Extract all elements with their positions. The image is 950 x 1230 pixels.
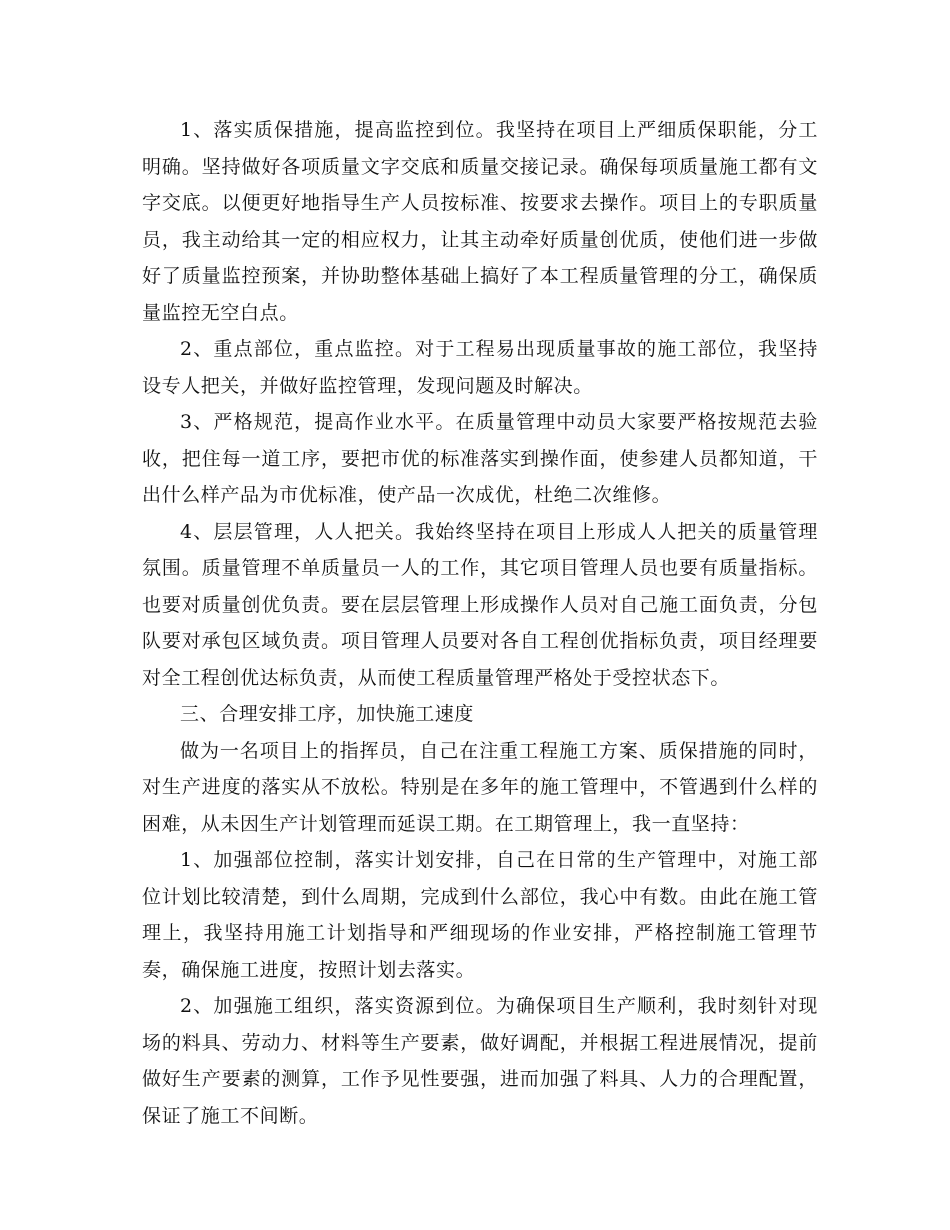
paragraph-6: 1、加强部位控制，落实计划安排，自己在日常的生产管理中，对施工部位计划比较清楚，到什么周期，完成到什么部位，我心中有数。由此在施工管理上，我坚持用施工计划指导和严细现场的作业安排，严格控制施工管理节奏，确保施工进度，按照计划去落实。 — [142, 849, 818, 981]
section-heading: 三、合理安排工序，加快施工速度 — [180, 703, 475, 725]
paragraph-3: 3、严格规范，提高作业水平。在质量管理中动员大家要严格按规范去验收，把住每一道工序，要把市优的标准落实到操作面，使参建人员都知道，干出什么样产品为市优标准，使产品一次成优，杜绝二次维修。 — [142, 411, 818, 506]
paragraph-7: 2、加强施工组织，落实资源到位。为确保项目生产顺利，我时刻针对现场的料具、劳动力、材料等生产要素，做好调配，并根据工程进展情况，提前做好生产要素的测算，工作予见性要强，进而加强了料具、人力的合理配置，保证了施工不间断。 — [142, 995, 818, 1127]
document-page — [142, 112, 818, 1134]
paragraph-4: 4、层层管理，人人把关。我始终坚持在项目上形成人人把关的质量管理氛围。质量管理不单质量员一人的工作，其它项目管理人员也要有质量指标。也要对质量创优负责。要在层层管理上形成操作人员对自己施工面负责，分包队要对承包区域负责。项目管理人员要对各自工程创优指标负责，项目经理要对全工程创优达标负责，从而使工程质量管理严格处于受控状态下。 — [142, 520, 818, 689]
paragraph-1: 1、落实质保措施，提高监控到位。我坚持在项目上严细质保职能，分工明确。坚持做好各项质量文字交底和质量交接记录。确保每项质量施工都有文字交底。以便更好地指导生产人员按标准、按要求去操作。项目上的专职质量员，我主动给其一定的相应权力，让其主动牵好质量创优质，使他们进一步做好了质量监控预案，并协助整体基础上搞好了本工程质量管理的分工，确保质量监控无空白点。 — [142, 119, 818, 324]
paragraph-5: 做为一名项目上的指挥员，自己在注重工程施工方案、质保措施的同时，对生产进度的落实从不放松。特别是在多年的施工管理中，不管遇到什么样的困难，从未因生产计划管理而延误工期。在工期管理上，我一直坚持： — [142, 739, 818, 835]
paragraph-2: 2、重点部位，重点监控。对于工程易出现质量事故的施工部位，我坚持设专人把关，并做好监控管理，发现问题及时解决。 — [142, 338, 818, 397]
